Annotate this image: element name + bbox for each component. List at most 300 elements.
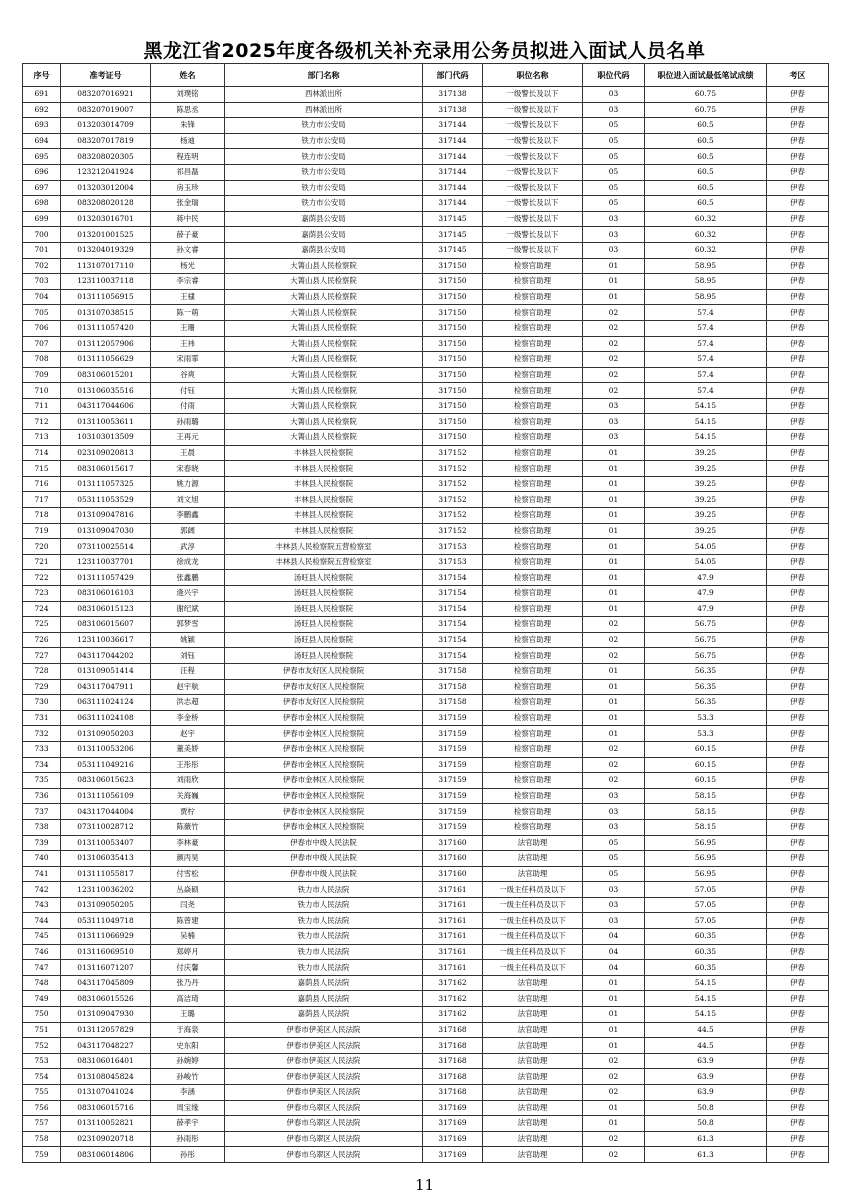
cell-position-name: 一级警长及以下 — [483, 227, 583, 243]
table-row — [23, 897, 829, 913]
cell-exam-area: 伊春 — [767, 944, 829, 960]
table-row — [23, 788, 829, 804]
cell-min-score: 39.25 — [645, 445, 767, 461]
cell-seq: 709 — [23, 367, 61, 383]
cell-seq: 692 — [23, 102, 61, 118]
cell-seq: 746 — [23, 944, 61, 960]
cell-min-score: 60.5 — [645, 149, 767, 165]
cell-position-code: 02 — [583, 1085, 645, 1101]
cell-seq: 738 — [23, 819, 61, 835]
cell-position-code: 01 — [583, 476, 645, 492]
table-row — [23, 336, 829, 352]
cell-name: 武淳 — [151, 539, 225, 555]
table-row — [23, 539, 829, 555]
cell-name: 王彤彤 — [151, 757, 225, 773]
table-row — [23, 414, 829, 430]
cell-exam-area: 伊春 — [767, 804, 829, 820]
cell-name: 刘文旭 — [151, 492, 225, 508]
table-row — [23, 835, 829, 851]
cell-exam-area: 伊春 — [767, 991, 829, 1007]
table-row — [23, 570, 829, 586]
cell-name: 祁昌磊 — [151, 164, 225, 180]
cell-dept-name: 大箐山县人民检察院 — [225, 367, 423, 383]
cell-position-code: 01 — [583, 554, 645, 570]
cell-exam-id: 013110053611 — [61, 414, 151, 430]
table-row — [23, 383, 829, 399]
cell-seq: 726 — [23, 632, 61, 648]
cell-name: 赵宇 — [151, 726, 225, 742]
cell-position-code: 05 — [583, 164, 645, 180]
cell-exam-area: 伊春 — [767, 897, 829, 913]
table-row — [23, 601, 829, 617]
cell-position-code: 01 — [583, 601, 645, 617]
table-row — [23, 196, 829, 212]
cell-position-code: 05 — [583, 866, 645, 882]
cell-name: 史东阳 — [151, 1038, 225, 1054]
table-row — [23, 492, 829, 508]
cell-seq: 732 — [23, 726, 61, 742]
cell-exam-id: 013109050205 — [61, 897, 151, 913]
table-row — [23, 258, 829, 274]
cell-dept-code: 317152 — [423, 492, 483, 508]
cell-dept-name: 伊春市金林区人民检察院 — [225, 804, 423, 820]
cell-min-score: 44.5 — [645, 1038, 767, 1054]
cell-min-score: 57.4 — [645, 336, 767, 352]
cell-seq: 759 — [23, 1147, 61, 1163]
cell-exam-id: 083106015623 — [61, 773, 151, 789]
page-number: 11 — [414, 1176, 435, 1194]
cell-dept-name: 伊春市乌翠区人民法院 — [225, 1131, 423, 1147]
cell-exam-area: 伊春 — [767, 164, 829, 180]
cell-dept-code: 317150 — [423, 289, 483, 305]
cell-dept-name: 嘉荫县人民法院 — [225, 975, 423, 991]
cell-dept-code: 317150 — [423, 414, 483, 430]
cell-exam-id: 053111049718 — [61, 913, 151, 929]
cell-dept-name: 大箐山县人民检察院 — [225, 320, 423, 336]
cell-position-name: 法官助理 — [483, 866, 583, 882]
cell-position-name: 一级主任科员及以下 — [483, 913, 583, 929]
cell-exam-id: 023109020718 — [61, 1131, 151, 1147]
cell-min-score: 47.9 — [645, 586, 767, 602]
cell-position-code: 01 — [583, 508, 645, 524]
cell-exam-id: 083106015607 — [61, 617, 151, 633]
cell-position-name: 一级主任科员及以下 — [483, 882, 583, 898]
cell-dept-code: 317138 — [423, 102, 483, 118]
cell-position-code: 01 — [583, 1100, 645, 1116]
cell-position-code: 02 — [583, 757, 645, 773]
table-row — [23, 648, 829, 664]
cell-seq: 712 — [23, 414, 61, 430]
cell-dept-name: 丰林县人民检察院 — [225, 508, 423, 524]
cell-dept-code: 317145 — [423, 242, 483, 258]
table-row — [23, 289, 829, 305]
cell-position-code: 01 — [583, 274, 645, 290]
cell-exam-area: 伊春 — [767, 586, 829, 602]
cell-exam-id: 123110036617 — [61, 632, 151, 648]
cell-dept-code: 317161 — [423, 944, 483, 960]
cell-min-score: 61.3 — [645, 1131, 767, 1147]
table-row — [23, 741, 829, 757]
cell-seq: 739 — [23, 835, 61, 851]
cell-dept-code: 317161 — [423, 913, 483, 929]
cell-exam-id: 103103013509 — [61, 430, 151, 446]
cell-exam-area: 伊春 — [767, 975, 829, 991]
cell-min-score: 57.05 — [645, 897, 767, 913]
table-row — [23, 242, 829, 258]
cell-position-code: 05 — [583, 196, 645, 212]
cell-position-name: 检察官助理 — [483, 274, 583, 290]
cell-dept-name: 大箐山县人民检察院 — [225, 383, 423, 399]
cell-position-name: 检察官助理 — [483, 305, 583, 321]
table-row — [23, 726, 829, 742]
cell-name: 孙彤 — [151, 1147, 225, 1163]
cell-seq: 747 — [23, 960, 61, 976]
cell-name: 吴楠 — [151, 929, 225, 945]
cell-seq: 693 — [23, 118, 61, 134]
cell-dept-code: 317153 — [423, 554, 483, 570]
cell-seq: 718 — [23, 508, 61, 524]
cell-exam-id: 013106035516 — [61, 383, 151, 399]
cell-exam-area: 伊春 — [767, 430, 829, 446]
cell-min-score: 57.05 — [645, 913, 767, 929]
cell-exam-area: 伊春 — [767, 461, 829, 477]
cell-seq: 748 — [23, 975, 61, 991]
cell-position-code: 02 — [583, 773, 645, 789]
cell-exam-id: 013112057906 — [61, 336, 151, 352]
cell-min-score: 63.9 — [645, 1085, 767, 1101]
cell-dept-code: 317158 — [423, 663, 483, 679]
cell-position-code: 02 — [583, 648, 645, 664]
cell-min-score: 54.05 — [645, 539, 767, 555]
cell-position-code: 01 — [583, 445, 645, 461]
cell-seq: 721 — [23, 554, 61, 570]
cell-dept-code: 317150 — [423, 367, 483, 383]
cell-dept-code: 317160 — [423, 835, 483, 851]
cell-exam-area: 伊春 — [767, 773, 829, 789]
cell-dept-code: 317154 — [423, 632, 483, 648]
cell-position-code: 04 — [583, 960, 645, 976]
cell-seq: 695 — [23, 149, 61, 165]
cell-dept-name: 铁力市公安局 — [225, 164, 423, 180]
cell-min-score: 54.05 — [645, 554, 767, 570]
cell-dept-code: 317159 — [423, 741, 483, 757]
cell-min-score: 56.35 — [645, 663, 767, 679]
cell-min-score: 54.15 — [645, 398, 767, 414]
cell-dept-name: 伊春市友好区人民检察院 — [225, 679, 423, 695]
cell-position-name: 检察官助理 — [483, 414, 583, 430]
cell-name: 孙峻竹 — [151, 1069, 225, 1085]
cell-position-code: 02 — [583, 1147, 645, 1163]
cell-position-code: 02 — [583, 383, 645, 399]
cell-exam-area: 伊春 — [767, 695, 829, 711]
table-row — [23, 617, 829, 633]
cell-min-score: 60.15 — [645, 741, 767, 757]
cell-position-name: 法官助理 — [483, 1131, 583, 1147]
cell-dept-code: 317144 — [423, 164, 483, 180]
cell-exam-id: 013203014709 — [61, 118, 151, 134]
cell-position-code: 03 — [583, 414, 645, 430]
cell-exam-area: 伊春 — [767, 679, 829, 695]
cell-min-score: 60.5 — [645, 164, 767, 180]
cell-min-score: 57.4 — [645, 352, 767, 368]
cell-seq: 734 — [23, 757, 61, 773]
cell-position-code: 01 — [583, 1022, 645, 1038]
cell-min-score: 56.95 — [645, 866, 767, 882]
cell-exam-id: 013110053407 — [61, 835, 151, 851]
cell-position-name: 一级主任科员及以下 — [483, 929, 583, 945]
cell-position-name: 检察官助理 — [483, 804, 583, 820]
cell-min-score: 58.95 — [645, 274, 767, 290]
cell-position-code: 02 — [583, 1053, 645, 1069]
cell-dept-name: 汤旺县人民检察院 — [225, 648, 423, 664]
cell-dept-code: 317168 — [423, 1038, 483, 1054]
cell-min-score: 50.8 — [645, 1100, 767, 1116]
cell-dept-name: 嘉荫县公安局 — [225, 227, 423, 243]
cell-exam-id: 013111055817 — [61, 866, 151, 882]
cell-name: 郭阔 — [151, 523, 225, 539]
cell-name: 姚力源 — [151, 476, 225, 492]
cell-exam-area: 伊春 — [767, 242, 829, 258]
table-row — [23, 305, 829, 321]
cell-position-name: 检察官助理 — [483, 663, 583, 679]
cell-exam-id: 013116069510 — [61, 944, 151, 960]
cell-position-name: 检察官助理 — [483, 710, 583, 726]
cell-exam-area: 伊春 — [767, 196, 829, 212]
cell-exam-id: 073110025514 — [61, 539, 151, 555]
cell-seq: 714 — [23, 445, 61, 461]
cell-dept-name: 铁力市公安局 — [225, 180, 423, 196]
cell-exam-area: 伊春 — [767, 258, 829, 274]
cell-dept-code: 317169 — [423, 1147, 483, 1163]
table-row — [23, 508, 829, 524]
cell-dept-name: 铁力市人民法院 — [225, 897, 423, 913]
cell-seq: 756 — [23, 1100, 61, 1116]
cell-position-name: 法官助理 — [483, 851, 583, 867]
cell-position-code: 01 — [583, 492, 645, 508]
cell-dept-name: 铁力市人民法院 — [225, 913, 423, 929]
cell-name: 高洁琦 — [151, 991, 225, 1007]
cell-dept-name: 嘉荫县公安局 — [225, 242, 423, 258]
cell-exam-id: 013111057429 — [61, 570, 151, 586]
cell-dept-name: 伊春市伊美区人民法院 — [225, 1069, 423, 1085]
cell-position-code: 03 — [583, 897, 645, 913]
cell-position-name: 检察官助理 — [483, 648, 583, 664]
cell-exam-id: 123212041924 — [61, 164, 151, 180]
cell-min-score: 44.5 — [645, 1022, 767, 1038]
cell-name: 杨光 — [151, 258, 225, 274]
cell-exam-id: 043117048227 — [61, 1038, 151, 1054]
cell-exam-area: 伊春 — [767, 320, 829, 336]
cell-exam-area: 伊春 — [767, 882, 829, 898]
cell-min-score: 58.15 — [645, 804, 767, 820]
cell-position-code: 04 — [583, 929, 645, 945]
cell-position-code: 02 — [583, 305, 645, 321]
cell-name: 周宝缘 — [151, 1100, 225, 1116]
table-row — [23, 274, 829, 290]
cell-exam-id: 083106016103 — [61, 586, 151, 602]
cell-dept-code: 317159 — [423, 773, 483, 789]
table-row — [23, 118, 829, 134]
cell-exam-id: 013109051414 — [61, 663, 151, 679]
cell-position-code: 03 — [583, 227, 645, 243]
cell-position-code: 05 — [583, 835, 645, 851]
cell-dept-name: 伊春市金林区人民检察院 — [225, 710, 423, 726]
cell-dept-name: 西林派出所 — [225, 102, 423, 118]
cell-exam-area: 伊春 — [767, 663, 829, 679]
cell-position-code: 02 — [583, 741, 645, 757]
cell-position-code: 05 — [583, 149, 645, 165]
cell-exam-area: 伊春 — [767, 289, 829, 305]
cell-exam-area: 伊春 — [767, 851, 829, 867]
table-row — [23, 133, 829, 149]
cell-min-score: 57.4 — [645, 305, 767, 321]
cell-position-name: 法官助理 — [483, 1147, 583, 1163]
header-seq: 序号 — [23, 64, 61, 87]
cell-dept-name: 丰林县人民检察院 — [225, 523, 423, 539]
cell-dept-name: 丰林县人民检察院 — [225, 476, 423, 492]
cell-position-name: 检察官助理 — [483, 383, 583, 399]
cell-name: 付雨 — [151, 398, 225, 414]
cell-exam-area: 伊春 — [767, 1131, 829, 1147]
table-row — [23, 352, 829, 368]
cell-seq: 736 — [23, 788, 61, 804]
cell-position-name: 法官助理 — [483, 1038, 583, 1054]
cell-dept-name: 嘉荫县人民法院 — [225, 991, 423, 1007]
table-row — [23, 367, 829, 383]
table-row — [23, 804, 829, 820]
cell-position-name: 检察官助理 — [483, 695, 583, 711]
table-row — [23, 913, 829, 929]
cell-exam-area: 伊春 — [767, 274, 829, 290]
cell-exam-id: 013107038515 — [61, 305, 151, 321]
cell-exam-area: 伊春 — [767, 1007, 829, 1023]
cell-exam-area: 伊春 — [767, 149, 829, 165]
cell-name: 王再元 — [151, 430, 225, 446]
cell-dept-code: 317150 — [423, 320, 483, 336]
cell-seq: 731 — [23, 710, 61, 726]
cell-dept-name: 伊春市伊美区人民法院 — [225, 1022, 423, 1038]
cell-position-name: 检察官助理 — [483, 398, 583, 414]
cell-min-score: 54.15 — [645, 991, 767, 1007]
table-row — [23, 1038, 829, 1054]
table-row — [23, 1069, 829, 1085]
cell-position-code: 01 — [583, 991, 645, 1007]
cell-name: 宋春晓 — [151, 461, 225, 477]
cell-dept-name: 西林派出所 — [225, 87, 423, 103]
cell-min-score: 58.15 — [645, 788, 767, 804]
cell-seq: 711 — [23, 398, 61, 414]
cell-name: 郑婷月 — [151, 944, 225, 960]
cell-seq: 701 — [23, 242, 61, 258]
cell-dept-name: 嘉荫县人民法院 — [225, 1007, 423, 1023]
cell-dept-name: 大箐山县人民检察院 — [225, 258, 423, 274]
cell-exam-id: 013111056109 — [61, 788, 151, 804]
cell-position-code: 02 — [583, 1131, 645, 1147]
cell-position-code: 05 — [583, 133, 645, 149]
cell-seq: 753 — [23, 1053, 61, 1069]
table-row — [23, 773, 829, 789]
cell-min-score: 60.32 — [645, 211, 767, 227]
cell-exam-area: 伊春 — [767, 414, 829, 430]
cell-exam-area: 伊春 — [767, 1069, 829, 1085]
cell-min-score: 54.15 — [645, 975, 767, 991]
cell-min-score: 57.4 — [645, 383, 767, 399]
cell-name: 张金瑞 — [151, 196, 225, 212]
cell-dept-code: 317159 — [423, 726, 483, 742]
cell-exam-area: 伊春 — [767, 788, 829, 804]
cell-exam-id: 123110036202 — [61, 882, 151, 898]
cell-name: 陈思丞 — [151, 102, 225, 118]
cell-min-score: 58.95 — [645, 289, 767, 305]
table-row — [23, 180, 829, 196]
cell-position-name: 检察官助理 — [483, 632, 583, 648]
table-row — [23, 1053, 829, 1069]
cell-dept-name: 伊春市金林区人民检察院 — [225, 757, 423, 773]
cell-dept-code: 317154 — [423, 601, 483, 617]
cell-exam-id: 063111024108 — [61, 710, 151, 726]
cell-exam-id: 013203016701 — [61, 211, 151, 227]
cell-exam-id: 073110028712 — [61, 819, 151, 835]
table-row — [23, 445, 829, 461]
cell-min-score: 60.75 — [645, 87, 767, 103]
cell-dept-name: 伊春市乌翠区人民法院 — [225, 1116, 423, 1132]
cell-exam-id: 083106016401 — [61, 1053, 151, 1069]
cell-dept-code: 317169 — [423, 1116, 483, 1132]
cell-exam-id: 013109050203 — [61, 726, 151, 742]
cell-dept-code: 317152 — [423, 445, 483, 461]
cell-dept-name: 伊春市乌翠区人民法院 — [225, 1147, 423, 1163]
cell-min-score: 60.35 — [645, 929, 767, 945]
cell-position-name: 检察官助理 — [483, 601, 583, 617]
cell-position-name: 检察官助理 — [483, 336, 583, 352]
cell-position-code: 01 — [583, 1116, 645, 1132]
cell-seq: 744 — [23, 913, 61, 929]
cell-seq: 752 — [23, 1038, 61, 1054]
cell-exam-id: 083106015716 — [61, 1100, 151, 1116]
cell-position-code: 03 — [583, 882, 645, 898]
cell-dept-code: 317153 — [423, 539, 483, 555]
table-row — [23, 164, 829, 180]
cell-exam-area: 伊春 — [767, 476, 829, 492]
cell-name: 郭梦雪 — [151, 617, 225, 633]
cell-name: 赵宇航 — [151, 679, 225, 695]
cell-dept-name: 丰林县人民检察院 — [225, 461, 423, 477]
cell-dept-code: 317154 — [423, 617, 483, 633]
cell-min-score: 56.95 — [645, 851, 767, 867]
table-body — [23, 87, 829, 1163]
cell-dept-code: 317168 — [423, 1053, 483, 1069]
cell-min-score: 56.75 — [645, 648, 767, 664]
cell-name: 姚颖 — [151, 632, 225, 648]
cell-dept-name: 大箐山县人民检察院 — [225, 305, 423, 321]
cell-dept-name: 汤旺县人民检察院 — [225, 617, 423, 633]
cell-dept-name: 大箐山县人民检察院 — [225, 398, 423, 414]
cell-position-name: 法官助理 — [483, 1069, 583, 1085]
cell-exam-id: 023109020813 — [61, 445, 151, 461]
table-row — [23, 1131, 829, 1147]
cell-dept-code: 317154 — [423, 586, 483, 602]
cell-dept-name: 伊春市金林区人民检察院 — [225, 741, 423, 757]
cell-position-name: 检察官助理 — [483, 258, 583, 274]
cell-name: 宋雨霏 — [151, 352, 225, 368]
cell-exam-id: 063111024124 — [61, 695, 151, 711]
cell-position-code: 01 — [583, 1038, 645, 1054]
table-row — [23, 211, 829, 227]
cell-position-code: 03 — [583, 430, 645, 446]
cell-min-score: 54.15 — [645, 430, 767, 446]
cell-exam-area: 伊春 — [767, 492, 829, 508]
cell-exam-id: 043117044606 — [61, 398, 151, 414]
